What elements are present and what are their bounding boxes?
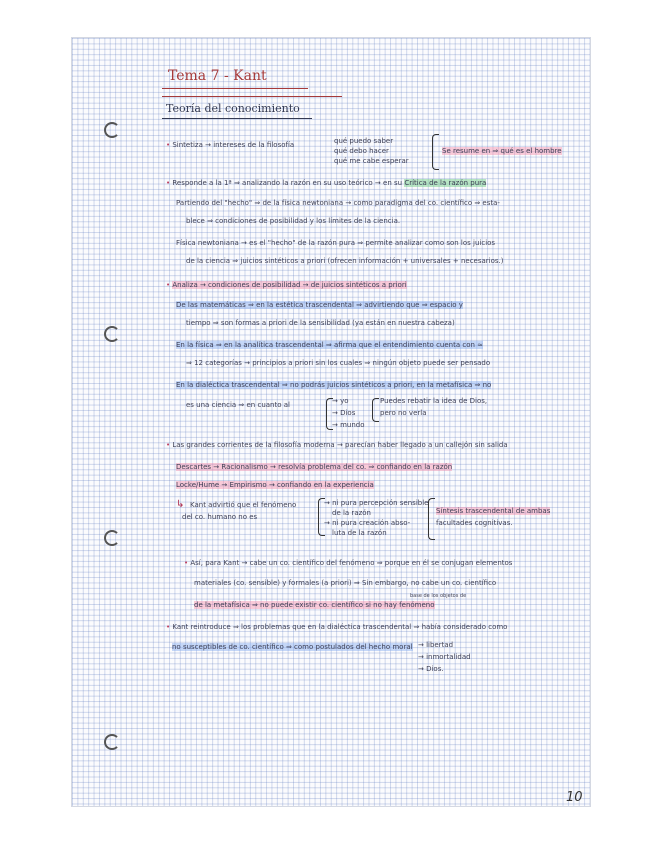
subtitle-underline (162, 118, 312, 119)
kant-line-1: Kant advirtió que el fenómeno (190, 501, 297, 509)
brace-sintesis (428, 498, 435, 540)
arrow-icon: ↳ (176, 499, 185, 510)
kant-line-2: del co. humano no es (182, 513, 258, 521)
analiza-matematicas-2: tiempo ⇒ son formas a priori de la sensibilidad (ya están en nuestra cabeza) (186, 319, 455, 327)
title-underline-2 (162, 96, 342, 97)
sintesis-2: facultades cognitivas. (436, 519, 513, 527)
responde-p1a: Partiendo del "hecho" ⇒ de la física newtoniana → como paradigma del co. científico ⇒ esta- (176, 199, 500, 207)
responde-p1b: blece ⇒ condiciones de posibilidad y los límites de la ciencia. (186, 217, 401, 225)
brace-sintetiza (432, 134, 439, 170)
reintroduce-line-2: no susceptibles de co. científico ⇒ como postulados del hecho moral (172, 643, 413, 651)
brace-dios-note (372, 398, 379, 422)
razon-3: → ni pura creación abso- (324, 519, 411, 527)
dios-note-1: Puedes rebatir la idea de Dios, (380, 397, 488, 405)
analiza-matematicas-1: De las matemáticas ⇒ en la estética trascendental ⇒ advirtiendo que ⇒ espacio y (176, 301, 463, 309)
dios-note-2: pero no verla (380, 409, 427, 417)
analiza-fisica-2: ⇒ 12 categorías → principios a priori sin los cuales ⇒ ningún objeto puede ser pensado (186, 359, 491, 367)
page-title: Tema 7 - Kant (168, 68, 267, 84)
question-3: qué me cabe esperar (334, 157, 409, 165)
asi-line-3: de la metafísica ⇒ no puede existir co. científico si no hay fenómeno (194, 601, 435, 609)
item-mundo: → mundo (332, 421, 365, 429)
postulado-libertad: → libertad (418, 641, 454, 649)
asi-note: base de los objetos de (410, 593, 467, 599)
analiza-fisica-1: En la física ⇒ en la analítica trascendental ⇒ afirma que el entendimiento cuenta con ≈ (176, 341, 484, 349)
postulado-dios: → Dios. (418, 665, 444, 673)
question-2: qué debo hacer (334, 147, 389, 155)
analiza-dialectica-1: En la dialéctica trascendental ⇒ no podrás juicios sintéticos a priori, en la metafísica ⇒ no (176, 381, 492, 389)
asi-line-2: materiales (co. sensible) y formales (a priori) ⇒ Sin embargo, no cabe un co. científico (194, 579, 497, 587)
descartes-line: Descartes → Racionalismo → resolvía problema del co. ⇒ confiando en la razón (176, 463, 453, 471)
sintetiza-line: • Sintetiza → intereses de la filosofía (166, 141, 295, 149)
sintetiza-summary: Se resume en ⇒ qué es el hombre (442, 147, 562, 155)
responde-p2a: Física newtoniana → es el "hecho" de la razón pura ⇒ permite analizar como son los juicios (176, 239, 496, 247)
page-number: 10 (566, 790, 583, 805)
razon-1: → ni pura percepción sensible (324, 499, 429, 507)
sintetiza-text: Sintetiza → intereses de la filosofía (172, 141, 295, 149)
page-subtitle: Teoría del conocimiento (166, 102, 300, 115)
item-dios: → Dios (332, 409, 356, 417)
item-yo: → yo (332, 397, 349, 405)
analiza-line: • Analiza → condiciones de posibilidad → de juicios sintéticos a priori (166, 281, 407, 289)
responde-line: • Responde a la 1ª ⇒ analizando la razón en su uso teórico → en su Crítica de la razón pura (166, 179, 487, 187)
razon-4: luta de la razón (332, 529, 387, 537)
title-underline (162, 88, 308, 89)
razon-2: de la razón (332, 509, 371, 517)
analiza-dialectica-2: es una ciencia ⇒ en cuanto al (186, 401, 290, 409)
locke-hume-line: Locke/Hume → Empirismo → confiando en la experiencia (176, 481, 374, 489)
postulado-inmortalidad: → inmortalidad (418, 653, 471, 661)
asi-line-1: • Así, para Kant → cabe un co. científico del fenómeno ⇒ porque en él se conjugan elementos (184, 559, 513, 567)
reintroduce-line-1: • Kant reintroduce ⇒ los problemas que en la dialéctica trascendental ⇒ había considerado como (166, 623, 508, 631)
book-title: Crítica de la razón pura (404, 179, 487, 187)
responde-p2b: de la ciencia ⇒ juicios sintéticos a priori (ofrecen información + universales + necesarios.) (186, 257, 504, 265)
question-1: qué puedo saber (334, 137, 394, 145)
corrientes-line: • Las grandes corrientes de la filosofía moderna → parecían haber llegado a un callejón sin salida (166, 441, 508, 449)
sintesis-1: Síntesis trascendental de ambas (436, 507, 551, 515)
